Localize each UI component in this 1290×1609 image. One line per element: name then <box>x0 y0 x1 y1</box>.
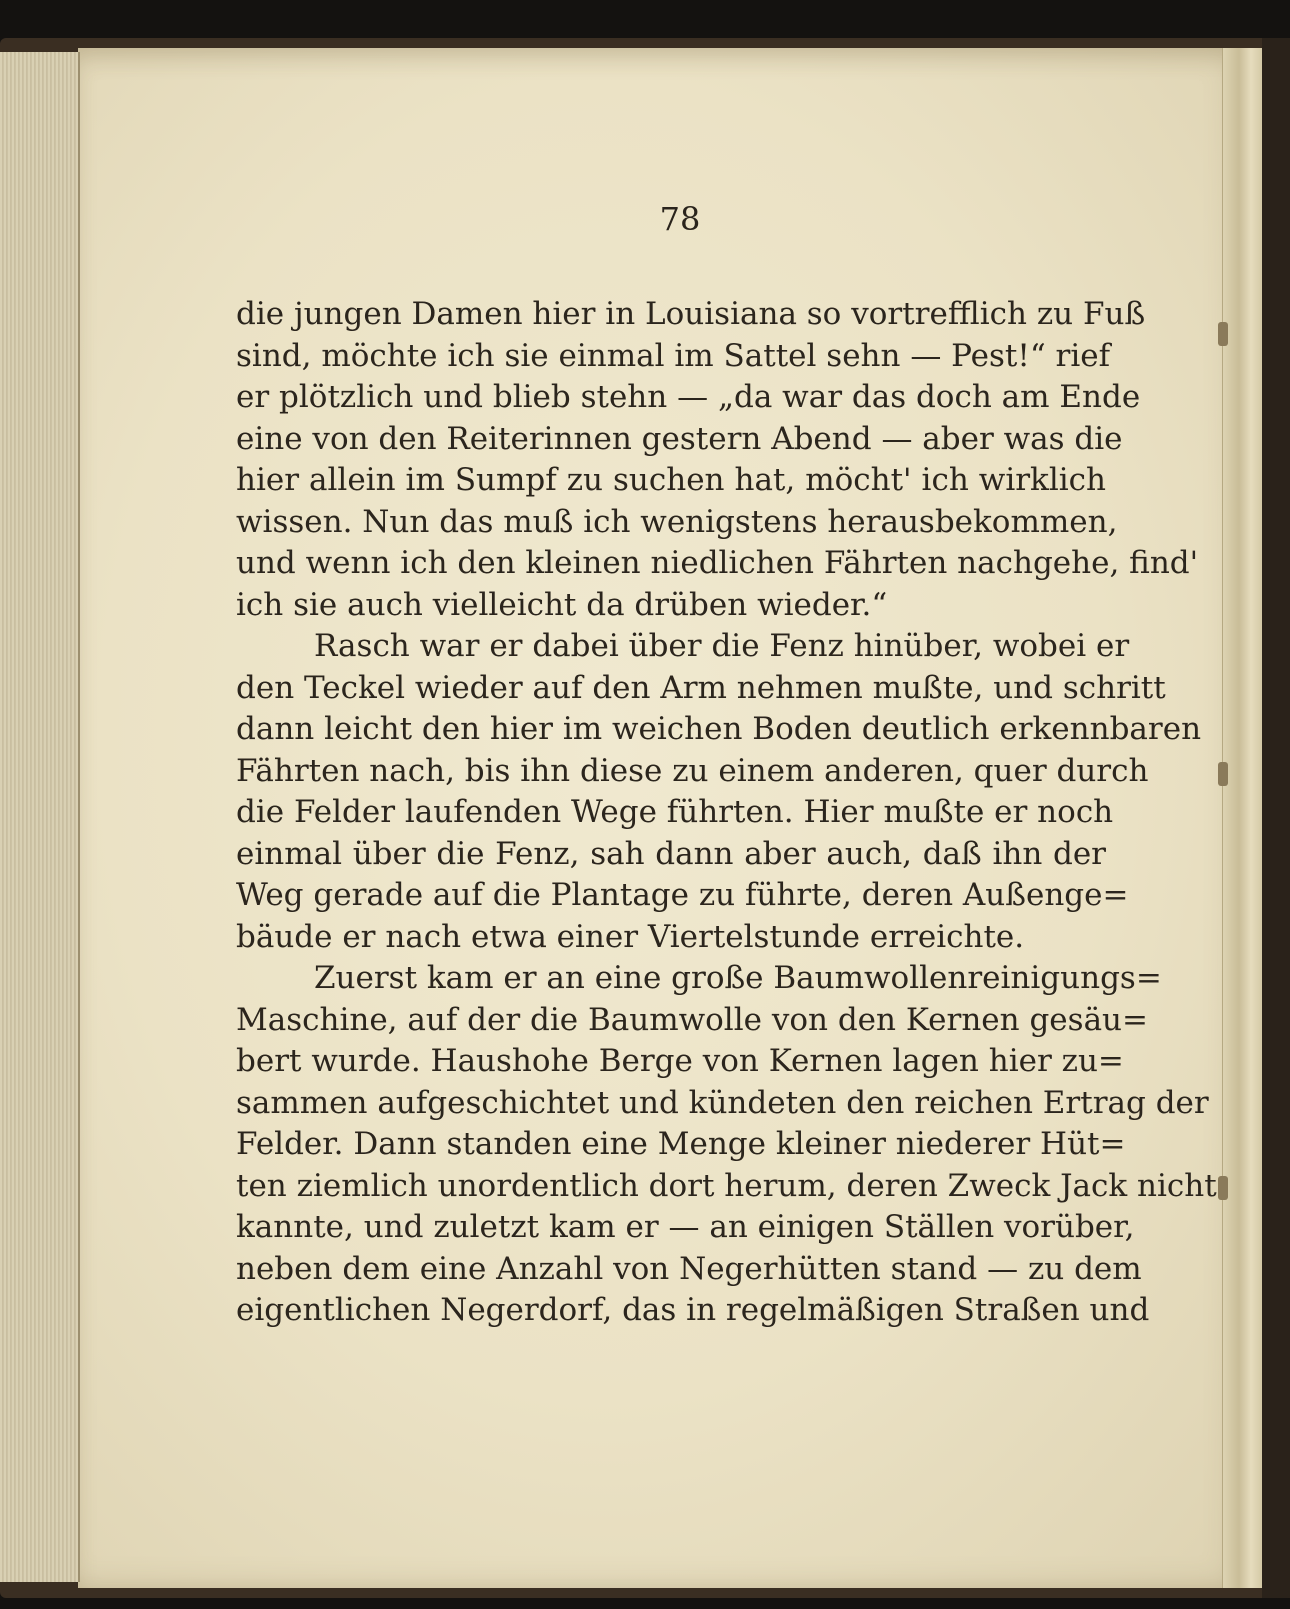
page-stack-edge <box>0 52 80 1582</box>
text-line: bäude er nach etwa einer Viertelstunde erreichte. <box>236 918 1025 955</box>
text-line: Rasch war er dabei über die Fenz hinüber, wobei er <box>314 628 1130 664</box>
text-line: ich sie auch vielleicht da drüben wieder.“ <box>236 586 888 623</box>
text-line: neben dem eine Anzahl von Negerhütten stand — zu dem <box>236 1250 1142 1287</box>
text-line: eine von den Reiterinnen gestern Abend — aber was die <box>236 420 1123 457</box>
book-spine <box>1262 38 1290 1598</box>
text-line: er plötzlich und blieb stehn — „da war das doch am Ende <box>236 379 1141 415</box>
text-line: Weg gerade auf die Plantage zu führte, deren Außenge= <box>236 877 1129 913</box>
book-gutter <box>1222 48 1263 1588</box>
text-line: Zuerst kam er an eine große Baumwollenreinigungs= <box>314 960 1162 996</box>
text-line: einmal über die Fenz, sah dann aber auch, daß ihn der <box>236 835 1106 872</box>
text-line: Maschine, auf der die Baumwolle von den Kernen gesäu= <box>236 1001 1148 1038</box>
binding-thread <box>1218 762 1228 786</box>
text-line: eigentlichen Negerdorf, das in regelmäßigen Straßen und <box>236 1292 1150 1328</box>
text-line: hier allein im Sumpf zu suchen hat, möcht' ich wirklich <box>236 462 1106 498</box>
text-line: den Teckel wieder auf den Arm nehmen mußte, und schritt <box>236 669 1166 706</box>
page-number: 78 <box>659 200 701 238</box>
text-line: kannte, und zuletzt kam er — an einigen Ställen vorüber, <box>236 1209 1135 1245</box>
text-line: die jungen Damen hier in Louisiana so vortrefflich zu Fuß <box>236 296 1146 332</box>
text-line: sind, möchte ich sie einmal im Sattel sehn — Pest!“ rief <box>236 337 1111 374</box>
text-line: und wenn ich den kleinen niedlichen Fährten nachgehe, find' <box>236 545 1199 581</box>
text-line: dann leicht den hier im weichen Boden deutlich erkennbaren <box>236 711 1202 747</box>
binding-thread <box>1218 1176 1228 1200</box>
text-line: Fährten nach, bis ihn diese zu einem anderen, quer durch <box>236 752 1149 789</box>
binding-thread <box>1218 322 1228 346</box>
text-line: wissen. Nun das muß ich wenigstens herausbekommen, <box>236 503 1118 540</box>
text-line: die Felder laufenden Wege führten. Hier mußte er noch <box>236 794 1114 830</box>
body-text <box>236 294 1217 1332</box>
text-line: sammen aufgeschichtet und kündeten den reichen Ertrag der <box>236 1084 1209 1121</box>
text-line: Felder. Dann standen eine Menge kleiner niederer Hüt= <box>236 1126 1126 1162</box>
text-line: ten ziemlich unordentlich dort herum, deren Zweck Jack nicht <box>236 1167 1217 1204</box>
text-line: bert wurde. Haushohe Berge von Kernen lagen hier zu= <box>236 1043 1124 1079</box>
